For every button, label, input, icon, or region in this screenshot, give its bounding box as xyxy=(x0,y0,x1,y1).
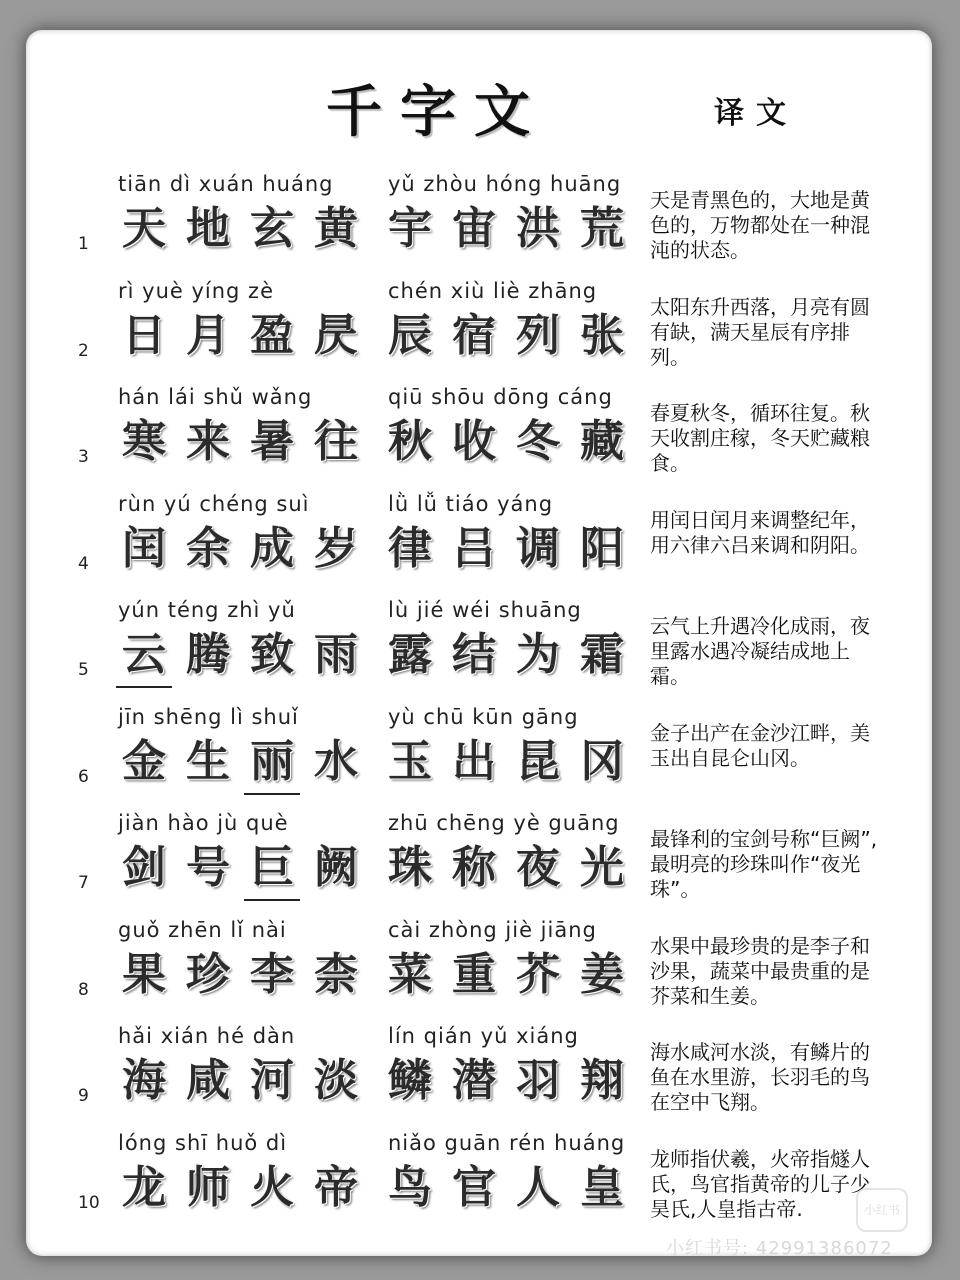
translation-text: 金子出产在金沙江畔，美玉出自昆仑山冈。 xyxy=(650,720,870,770)
row-number: 4 xyxy=(78,553,89,574)
hanzi-group-left xyxy=(116,305,364,367)
hanzi-character: 致 xyxy=(250,629,294,680)
hanzi-character: 芥 xyxy=(516,948,560,1000)
verse-row xyxy=(26,914,932,1020)
hanzi-character: 昆 xyxy=(516,735,560,787)
hanzi-character: 宙 xyxy=(452,203,496,254)
hanzi-character: 岁 xyxy=(314,522,358,574)
translation-text: 海水咸河水淡，有鳞片的鱼在水里游，长羽毛的鸟在空中飞翔。 xyxy=(650,1040,870,1114)
verse-row xyxy=(26,1127,932,1233)
verse-row xyxy=(26,488,932,594)
pinyin-right: qiū shōu dōng cáng xyxy=(388,385,613,409)
hanzi-character: 吕 xyxy=(452,522,496,574)
pinyin-right: yù chū kūn gāng xyxy=(388,704,579,729)
hanzi-character: 列 xyxy=(516,309,560,361)
hanzi-character: 腾 xyxy=(186,629,230,680)
hanzi-group-left xyxy=(116,411,364,473)
hanzi-character: 玄 xyxy=(250,203,294,254)
translation-text: 水果中最珍贵的是李子和沙果，蔬菜中最贵重的是芥菜和生姜。 xyxy=(650,933,870,1008)
translation-text: 春夏秋冬，循环往复。秋天收割庄稼，冬天贮藏粮食。 xyxy=(650,401,870,475)
pinyin-right: chén xiù liè zhāng xyxy=(388,278,598,303)
hanzi-character: 官 xyxy=(452,1161,496,1213)
hanzi-character: 人 xyxy=(516,1161,560,1213)
pinyin-right: yǔ zhòu hóng huāng xyxy=(388,172,622,196)
pinyin-left: rì yuè yíng zè xyxy=(118,278,274,303)
hanzi-group-left xyxy=(116,518,364,580)
hanzi-character: 羽 xyxy=(516,1055,560,1106)
hanzi-character: 云 xyxy=(116,624,172,688)
hanzi-character: 为 xyxy=(516,629,560,680)
verse-row xyxy=(26,807,932,913)
hanzi-group-left xyxy=(116,624,364,688)
row-number: 9 xyxy=(78,1086,89,1106)
page-title: 千字文 xyxy=(326,80,548,145)
hanzi-group-left xyxy=(116,198,364,260)
row-number: 1 xyxy=(78,234,89,254)
translation-text: 太阳东升西落，月亮有圆有缺，满天星辰有序排列。 xyxy=(650,294,870,369)
hanzi-character: 冈 xyxy=(580,735,624,787)
hanzi-character: 生 xyxy=(186,735,230,787)
row-number: 6 xyxy=(78,766,89,787)
translation-text: 用闰日闰月来调整纪年，用六律六吕来调和阴阳。 xyxy=(650,507,870,557)
pinyin-left: jiàn hào jù què xyxy=(118,811,289,835)
hanzi-character: 荒 xyxy=(580,203,624,254)
verse-row xyxy=(26,275,932,381)
pinyin-left: hǎi xián hé dàn xyxy=(118,1024,296,1048)
hanzi-group-right xyxy=(382,518,630,580)
hanzi-character: 菜 xyxy=(388,948,432,1000)
hanzi-character: 出 xyxy=(452,735,496,787)
hanzi-character: 黄 xyxy=(314,203,358,254)
hanzi-character: 昃 xyxy=(314,309,358,361)
hanzi-character: 来 xyxy=(186,416,230,467)
hanzi-character: 日 xyxy=(122,309,166,361)
content-card xyxy=(26,30,932,1256)
hanzi-character: 夜 xyxy=(516,842,560,893)
hanzi-group-left xyxy=(116,731,364,795)
verse-row xyxy=(26,168,932,274)
hanzi-character: 重 xyxy=(452,948,496,1000)
hanzi-character: 暑 xyxy=(250,416,294,467)
hanzi-character: 珠 xyxy=(388,842,432,893)
hanzi-group-right xyxy=(382,411,630,473)
verse-row xyxy=(26,701,932,807)
pinyin-right: cài zhòng jiè jiāng xyxy=(388,917,597,942)
hanzi-character: 阙 xyxy=(314,842,358,893)
hanzi-group-right xyxy=(382,837,630,899)
pinyin-left: lóng shī huǒ dì xyxy=(118,1130,288,1155)
pinyin-left: tiān dì xuán huáng xyxy=(118,172,334,196)
hanzi-character: 秋 xyxy=(388,416,432,467)
pinyin-left: jīn shēng lì shuǐ xyxy=(118,704,299,729)
pinyin-right: lín qián yǔ xiáng xyxy=(388,1024,579,1048)
pinyin-right: zhū chēng yè guāng xyxy=(388,811,620,835)
watermark-badge: 小红书 xyxy=(856,1188,908,1232)
hanzi-character: 余 xyxy=(186,522,230,574)
translation-header: 译文 xyxy=(714,96,798,131)
row-number: 3 xyxy=(78,447,89,467)
hanzi-group-right xyxy=(382,944,630,1006)
hanzi-group-left xyxy=(116,1050,364,1112)
hanzi-character: 冬 xyxy=(516,416,560,467)
hanzi-character: 淡 xyxy=(314,1055,358,1106)
hanzi-character: 调 xyxy=(516,522,560,574)
hanzi-character: 鳞 xyxy=(388,1055,432,1106)
pinyin-left: yún téng zhì yǔ xyxy=(118,598,296,622)
hanzi-group-left xyxy=(116,944,364,1006)
hanzi-character: 张 xyxy=(580,309,624,361)
hanzi-character: 盈 xyxy=(250,309,294,361)
hanzi-character: 珍 xyxy=(186,948,230,1000)
hanzi-character: 翔 xyxy=(580,1055,624,1106)
hanzi-character: 雨 xyxy=(314,629,358,680)
hanzi-character: 号 xyxy=(186,842,230,893)
pinyin-left: guǒ zhēn lǐ nài xyxy=(118,917,287,942)
verse-row xyxy=(26,1020,932,1126)
pinyin-right: niǎo guān rén huáng xyxy=(388,1130,626,1155)
hanzi-character: 光 xyxy=(580,842,624,893)
hanzi-character: 师 xyxy=(186,1161,230,1213)
hanzi-group-right xyxy=(382,1050,630,1112)
pinyin-left: rùn yú chéng suì xyxy=(118,491,310,516)
hanzi-character: 海 xyxy=(122,1055,166,1106)
translation-text: 天是青黑色的，大地是黄色的，万物都处在一种混沌的状态。 xyxy=(650,188,870,262)
hanzi-character: 收 xyxy=(452,416,496,467)
hanzi-character: 潜 xyxy=(452,1055,496,1106)
hanzi-character: 宿 xyxy=(452,309,496,361)
hanzi-character: 火 xyxy=(250,1161,294,1213)
hanzi-character: 露 xyxy=(388,629,432,680)
hanzi-character: 玉 xyxy=(388,735,432,787)
hanzi-character: 结 xyxy=(452,629,496,680)
hanzi-character: 月 xyxy=(186,309,230,361)
hanzi-character: 霜 xyxy=(580,629,624,680)
pinyin-left: hán lái shǔ wǎng xyxy=(118,385,313,409)
hanzi-group-left xyxy=(116,1157,364,1219)
hanzi-character: 天 xyxy=(122,203,166,254)
hanzi-group-right xyxy=(382,305,630,367)
hanzi-character: 金 xyxy=(122,735,166,787)
hanzi-character: 李 xyxy=(250,948,294,1000)
pinyin-right: lù jié wéi shuāng xyxy=(388,598,582,622)
hanzi-character: 律 xyxy=(388,522,432,574)
hanzi-character: 龙 xyxy=(122,1161,166,1213)
hanzi-character: 帝 xyxy=(314,1161,358,1213)
row-number: 7 xyxy=(78,873,89,893)
verse-row xyxy=(26,594,932,700)
row-number: 10 xyxy=(78,1192,100,1213)
hanzi-character: 藏 xyxy=(580,416,624,467)
hanzi-character: 咸 xyxy=(186,1055,230,1106)
hanzi-character: 成 xyxy=(250,522,294,574)
hanzi-group-right xyxy=(382,731,630,793)
hanzi-character: 剑 xyxy=(122,842,166,893)
hanzi-character: 辰 xyxy=(388,309,432,361)
watermark-text: 小红书号: 42991386072 xyxy=(666,1238,893,1256)
hanzi-character: 闰 xyxy=(122,522,166,574)
translation-text: 龙师指伏羲，火帝指燧人氏，鸟官指黄帝的儿子少昊氏,人皇指古帝. xyxy=(650,1146,870,1221)
hanzi-character: 称 xyxy=(452,842,496,893)
hanzi-group-left xyxy=(116,837,364,901)
translation-text: 最锋利的宝剑号称“巨阙”,最明亮的珍珠叫作“夜光珠”。 xyxy=(650,827,878,901)
hanzi-character: 巨 xyxy=(244,837,300,901)
hanzi-character: 阳 xyxy=(580,522,624,574)
hanzi-character: 寒 xyxy=(122,416,166,467)
verse-row xyxy=(26,381,932,487)
hanzi-character: 皇 xyxy=(580,1161,624,1213)
hanzi-group-right xyxy=(382,1157,630,1219)
hanzi-character: 宇 xyxy=(388,203,432,254)
hanzi-character: 水 xyxy=(314,735,358,787)
hanzi-group-right xyxy=(382,624,630,686)
hanzi-character: 往 xyxy=(314,416,358,467)
row-number: 5 xyxy=(78,660,89,680)
hanzi-character: 鸟 xyxy=(388,1161,432,1213)
row-number: 8 xyxy=(78,979,89,1000)
hanzi-character: 姜 xyxy=(580,948,624,1000)
hanzi-character: 果 xyxy=(122,948,166,1000)
row-number: 2 xyxy=(78,340,89,361)
hanzi-character: 丽 xyxy=(244,731,300,795)
hanzi-group-right xyxy=(382,198,630,260)
pinyin-right: lǜ lǚ tiáo yáng xyxy=(388,491,554,516)
hanzi-character: 地 xyxy=(186,203,230,254)
hanzi-character: 洪 xyxy=(516,203,560,254)
hanzi-character: 柰 xyxy=(314,948,358,1000)
hanzi-character: 河 xyxy=(250,1055,294,1106)
translation-text: 云气上升遇冷化成雨，夜里露水遇冷凝结成地上霜。 xyxy=(650,614,870,688)
